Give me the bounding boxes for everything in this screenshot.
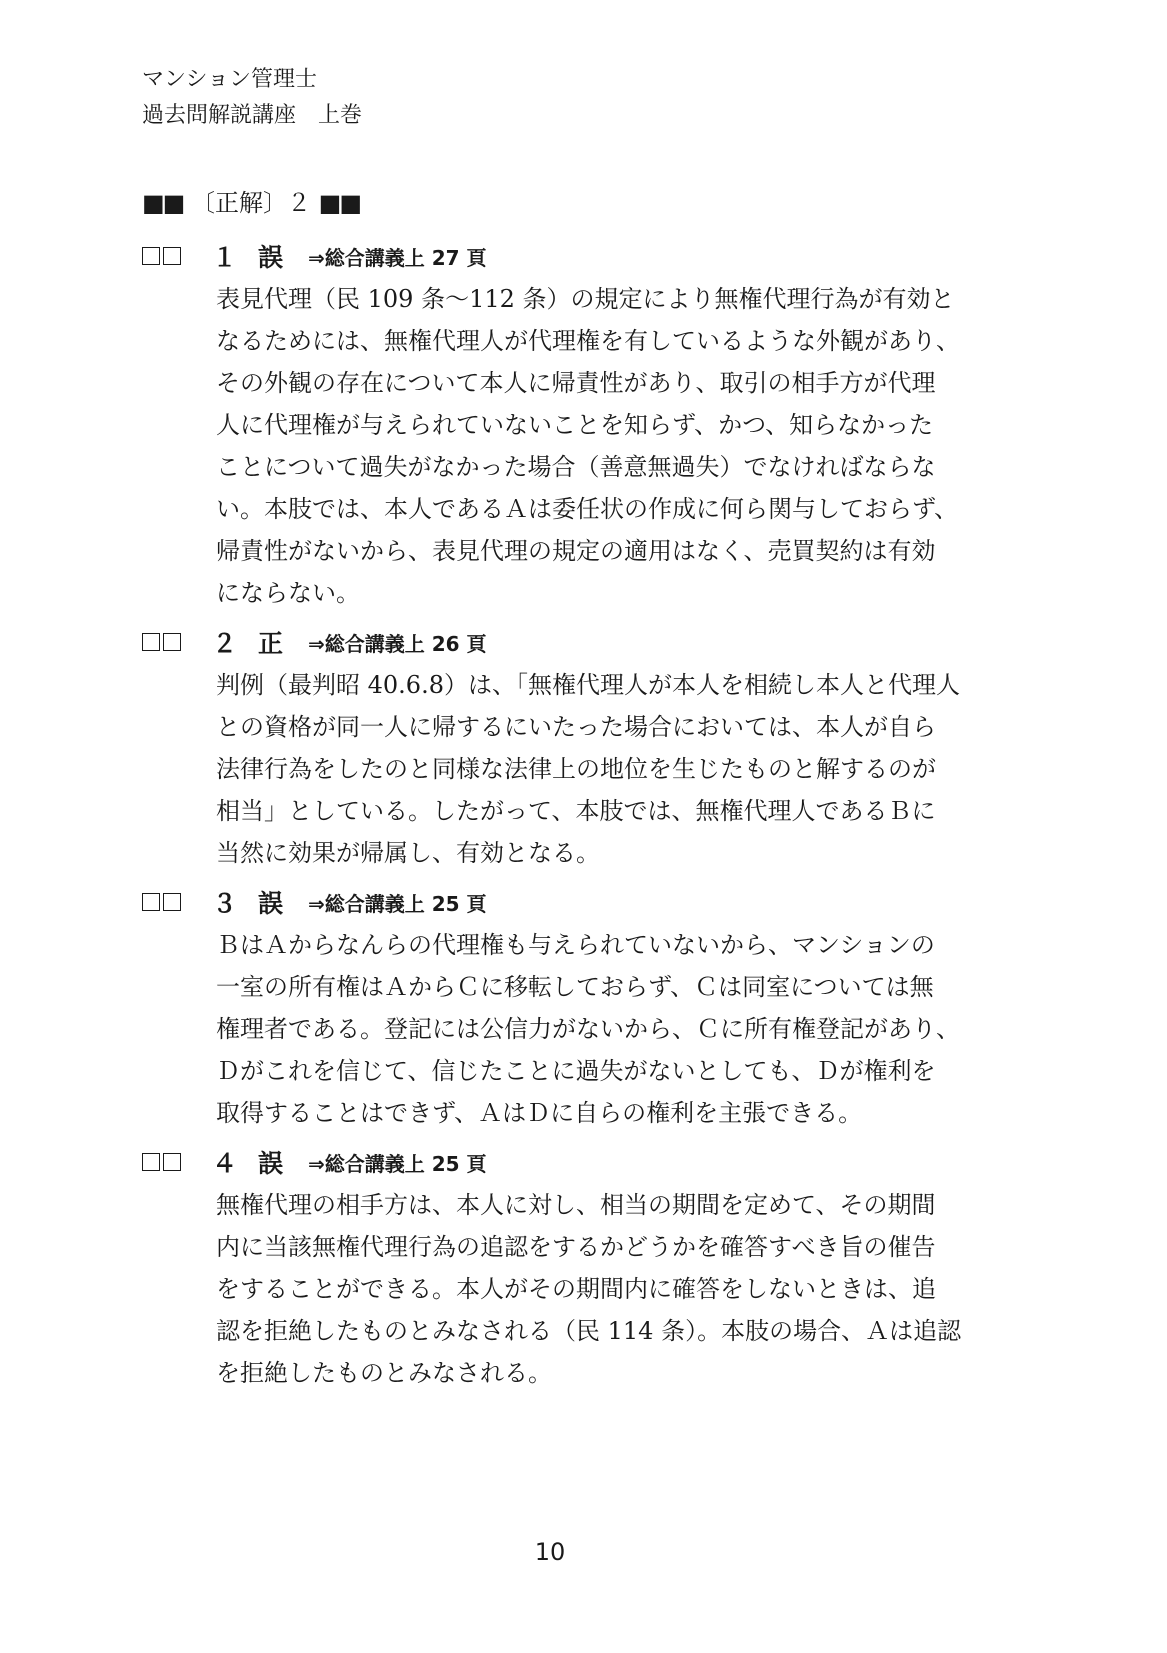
explanation-item-4 [142,1144,1022,1394]
text-line: ことについて過失がなかった場合（善意無過失）でなければならな [216,453,936,481]
checkbox-icon[interactable] [142,633,160,651]
text-line: 法律行為をしたのと同様な法律上の地位を生じたものと解するのが [216,755,936,783]
text-line: を拒絶したものとみなされる。 [216,1359,552,1387]
document-header [142,62,362,134]
explanation-item-2 [142,624,1022,874]
item-explanation [216,664,974,874]
text-line: ＢはＡからなんらの代理権も与えられていないから、マンションの [216,931,935,959]
text-line: 帰責性がないから、表見代理の規定の適用はなく、売買契約は有効 [216,537,936,565]
book-title: マンション管理士 [142,67,318,92]
checkbox-icon[interactable] [142,1153,160,1171]
item-number: ２ [212,629,238,658]
text-line: なるためには、無権代理人が代理権を有しているような外観があり、 [216,327,960,355]
item-heading [142,238,1022,274]
text-line: 人に代理権が与えられていないことを知らず、かつ、知らなかった [216,411,934,439]
book-subtitle: 過去問解説講座 上巻 [142,103,363,128]
item-number: ４ [212,1149,238,1178]
text-line: 無権代理の相手方は、本人に対し、相当の期間を定めて、その期間 [216,1191,936,1219]
item-heading [142,884,1022,920]
item-explanation [216,924,974,1134]
item-reference: ⇒総合講義上 26 頁 [308,631,487,656]
explanation-item-1 [142,238,1022,614]
text-line: その外観の存在について本人に帰責性があり、取引の相手方が代理 [216,369,936,397]
text-line: をすることができる。本人がその期間内に確答をしないときは、追 [216,1275,936,1303]
item-heading [142,624,1022,660]
item-explanation [216,1184,974,1394]
checkbox-icon[interactable] [142,247,160,265]
text-line: 権理者である。登記には公信力がないから、Ｃに所有権登記があり、 [216,1015,960,1043]
text-line: 表見代理（民 109 条～112 条）の規定により無権代理行為が有効と [216,285,955,313]
text-line: 取得することはできず、ＡはＤに自らの権利を主張できる。 [216,1099,863,1127]
checkbox-icon[interactable] [163,247,181,265]
checkbox-icon[interactable] [163,893,181,911]
item-explanation [216,278,974,614]
text-line: Ｄがこれを信じて、信じたことに過失がないとしても、Ｄが権利を [216,1057,936,1085]
item-reference: ⇒総合講義上 27 頁 [308,245,487,270]
item-verdict: 正 [258,629,284,658]
text-line: 相当」としている。したがって、本肢では、無権代理人であるＢに [216,797,936,825]
page-number: 10 [534,1538,566,1566]
text-line: 当然に効果が帰属し、有効となる。 [216,839,600,867]
item-heading [142,1144,1022,1180]
item-number: ３ [212,889,238,918]
checkbox-icon[interactable] [163,633,181,651]
item-reference: ⇒総合講義上 25 頁 [308,891,487,916]
text-line: との資格が同一人に帰するにいたった場合においては、本人が自ら [216,713,936,741]
text-line: にならない。 [216,579,360,607]
text-line: 内に当該無権代理行為の追認をするかどうかを確答すべき旨の催告 [216,1233,936,1261]
correct-answer-heading [142,186,360,220]
text-line: 認を拒絶したものとみなされる（民 114 条）。本肢の場合、Ａは追認 [216,1317,962,1345]
answer-label: 〔正解〕２ [191,189,311,217]
item-verdict: 誤 [258,1149,284,1178]
answer-suffix-marks: ■■ [318,189,360,217]
text-line: い。本肢では、本人であるＡは委任状の作成に何ら関与しておらず、 [216,495,959,523]
checkbox-icon[interactable] [163,1153,181,1171]
text-line: 一室の所有権はＡからＣに移転しておらず、Ｃは同室については無 [216,973,934,1001]
item-reference: ⇒総合講義上 25 頁 [308,1151,487,1176]
checkbox-icon[interactable] [142,893,160,911]
item-number: １ [212,243,238,272]
item-verdict: 誤 [258,243,284,272]
explanation-item-3 [142,884,1022,1134]
answer-prefix-marks: ■■ [142,189,184,217]
text-line: 判例（最判昭 40.6.8）は、「無権代理人が本人を相続し本人と代理人 [216,671,960,699]
item-verdict: 誤 [258,889,284,918]
